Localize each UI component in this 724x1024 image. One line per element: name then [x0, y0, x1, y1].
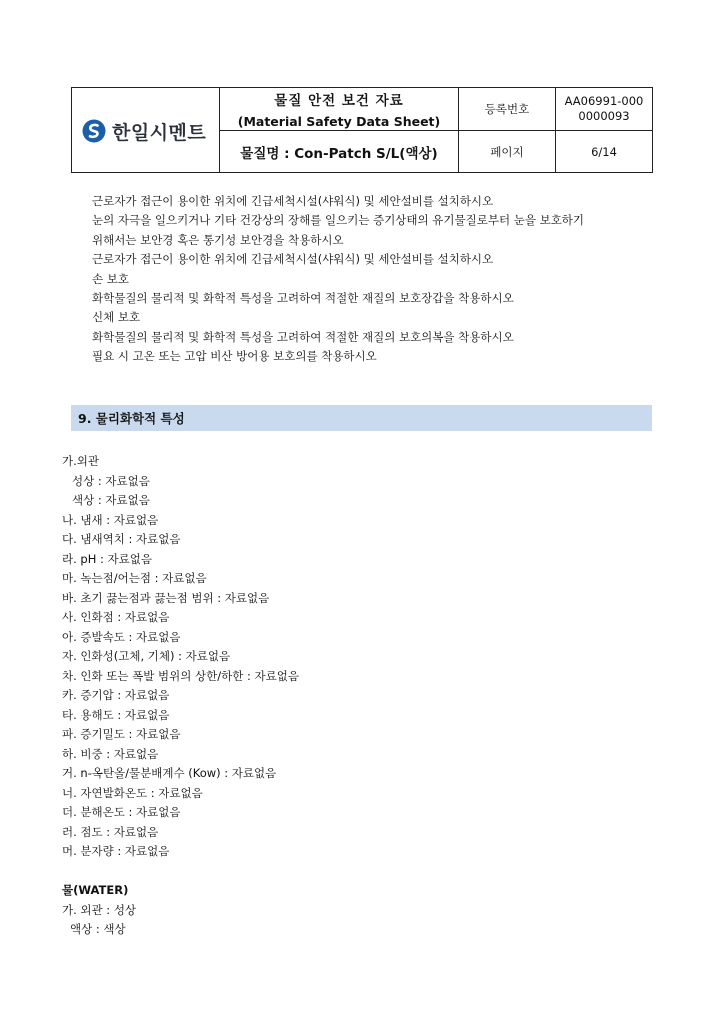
water-heading: 물(WATER) — [62, 883, 129, 897]
property-item: 아. 증발속도 : 자료없음 — [62, 629, 181, 644]
property-item: 타. 용해도 : 자료없음 — [62, 707, 170, 722]
product-name-cell — [220, 131, 458, 172]
protection-paragraph — [92, 192, 584, 367]
property-item: 사. 인화점 : 자료없음 — [62, 610, 170, 624]
text-line: 필요 시 고온 또는 고압 비산 방어용 보호의를 착용하시오 — [92, 349, 377, 364]
text-line: 손 보호 — [92, 271, 129, 286]
water-state: 액상 : 색상 — [70, 922, 126, 936]
text-line: 화학물질의 물리적 및 화학적 특성을 고려하여 적절한 재질의 보호의복을 착용하시오 — [92, 329, 514, 344]
property-item: 하. 비중 : 자료없음 — [62, 746, 159, 761]
property-item: 거. n-옥탄올/물분배계수 (Kow) : 자료없음 — [62, 766, 277, 780]
reg-number-label: 등록번호 — [484, 102, 530, 116]
msds-header-table — [71, 87, 653, 173]
text-line: 근로자가 접근이 용이한 위치에 긴급세척시설(샤워식) 및 세안설비를 설치하시오 — [92, 194, 494, 208]
color-item: 색상 : 자료없음 — [72, 493, 150, 507]
property-item: 나. 냄새 : 자료없음 — [62, 512, 159, 527]
property-item: 더. 분해온도 : 자료없음 — [62, 805, 181, 819]
property-item: 차. 인화 또는 폭발 범위의 상한/하한 : 자료없음 — [62, 668, 299, 683]
state-item: 성상 : 자료없음 — [72, 473, 150, 488]
title-korean: 물질 안전 보건 자료 — [274, 93, 404, 109]
text-line: 근로자가 접근이 용이한 위치에 긴급세척시설(샤워식) 및 세안설비를 설치하시오 — [92, 252, 494, 267]
properties-list — [62, 452, 299, 940]
page-label-cell — [459, 131, 555, 172]
appearance-heading: 가.외관 — [62, 454, 99, 468]
company-logo — [82, 116, 217, 146]
property-item: 머. 분자량 : 자료없음 — [62, 844, 170, 858]
reg-number-value-2: 0000093 — [578, 109, 630, 123]
reg-value-cell — [556, 88, 652, 130]
section-9-title: 9. 물리화학적 특성 — [78, 411, 185, 426]
property-item: 너. 자연발화온도 : 자료없음 — [62, 785, 203, 800]
property-item: 바. 초기 끓는점과 끓는점 범위 : 자료없음 — [62, 590, 270, 605]
reg-label-cell — [459, 88, 555, 130]
title-english: (Material Safety Data Sheet) — [237, 114, 441, 129]
property-item: 라. pH : 자료없음 — [62, 551, 152, 566]
property-item: 자. 인화성(고체, 기체) : 자료없음 — [62, 649, 231, 663]
page-number: 6/14 — [591, 144, 617, 159]
property-item: 파. 증기밀도 : 자료없음 — [62, 727, 181, 741]
text-line: 신체 보호 — [92, 310, 141, 325]
property-item: 카. 증기압 : 자료없음 — [62, 688, 170, 702]
property-item: 마. 녹는점/어는점 : 자료없음 — [62, 571, 207, 585]
logo-text: 한일시멘트 — [112, 121, 207, 144]
hanil-logo-icon — [82, 119, 106, 143]
page-value-cell — [556, 131, 652, 172]
page-label: 페이지 — [490, 144, 524, 159]
property-item: 러. 점도 : 자료없음 — [62, 824, 159, 839]
water-appearance: 가. 외관 : 성상 — [62, 902, 137, 917]
text-line: 화학물질의 물리적 및 화학적 특성을 고려하여 적절한 재질의 보호장갑을 착용하시오 — [92, 291, 514, 306]
product-name: 물질명 : Con-Patch S/L(액상) — [240, 145, 438, 162]
property-item: 다. 냄새역치 : 자료없음 — [62, 532, 181, 546]
title-cell — [220, 88, 458, 130]
reg-number-value-1: AA06991-000 — [564, 94, 644, 108]
text-line: 눈의 자극을 일으키거나 기타 건강상의 장해를 일으키는 증기상태의 유기물질로부터 눈을 보호하기 — [92, 213, 585, 228]
text-line: 위해서는 보안경 혹은 통기성 보안경을 착용하시오 — [92, 232, 344, 247]
section-9-header — [71, 405, 652, 431]
